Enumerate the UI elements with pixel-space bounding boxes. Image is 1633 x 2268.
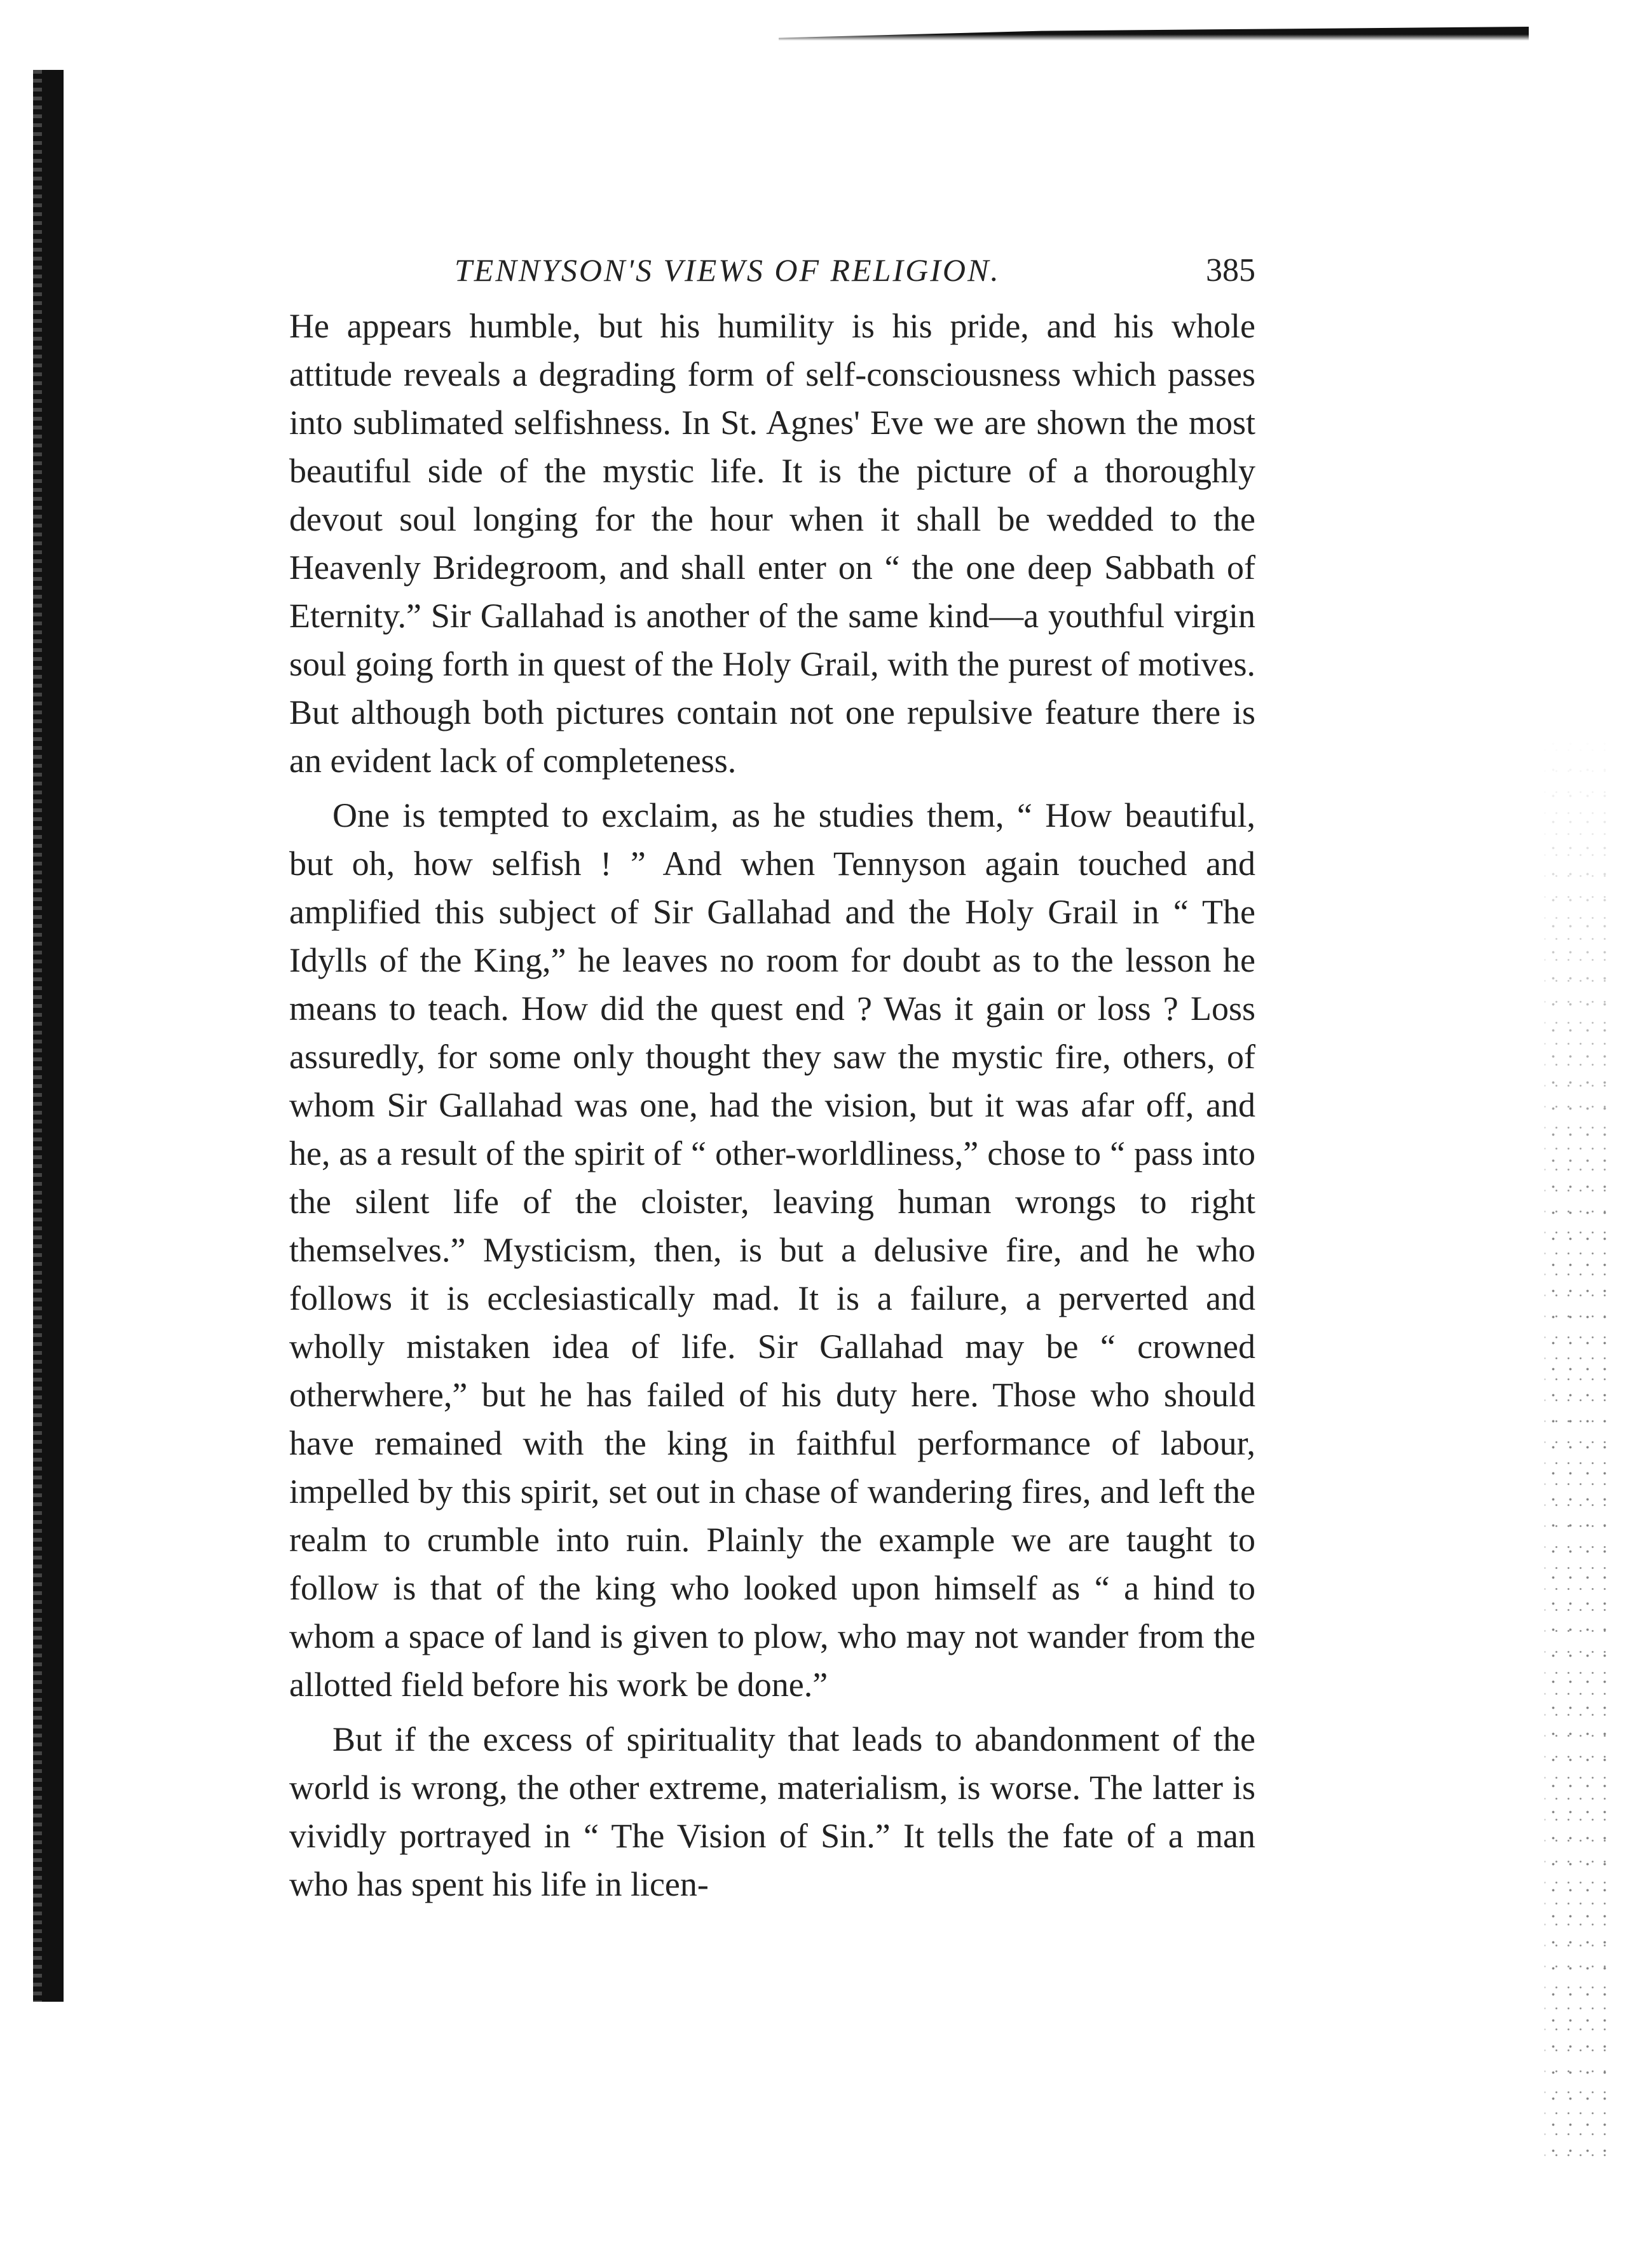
page-header [289, 252, 1255, 309]
scan-noise [1545, 731, 1615, 2161]
body-text [289, 302, 1255, 1908]
paragraph: He appears humble, but his humility is his pride, and his whole attitude reveals a degrading form of self-consciousness which passes into sublimated selfishness. In St. Agnes' Eve we are shown the most beautiful side of the mystic life. It is the picture of a thoroughly devout soul longing for the hour when it shall be wedded to the Heavenly Bridegroom, and shall enter on “ the one deep Sabbath of Eternity.” Sir Gallahad is another of the same kind—a youthful virgin soul going forth in quest of the Holy Grail, with the purest of motives. But although both pictures contain not one repulsive feature there is an evident lack of completeness. [289, 307, 1255, 780]
scan-edge-artifact [779, 27, 1529, 41]
paragraph: But if the excess of spirituality that leads to abandonment of the world is wrong, the other extreme, materialism, is worse. The latter is vividly portrayed in “ The Vision of Sin.” It tells the fate of a man who has spent his life in licen- [289, 1720, 1255, 1903]
page-number: 385 [1206, 252, 1255, 289]
paragraph: One is tempted to exclaim, as he studies them, “ How beautiful, but oh, how selfish ! ” And when Tennyson again touched and amplified this subject of Sir Gallahad and the Holy Grail in “ The Idylls of the King,” he leaves no room for doubt as to the lesson he means to teach. How did the quest end ? Was it gain or loss ? Loss assuredly, for some only thought they saw the mystic fire, others, of whom Sir Gallahad was one, had the vision, but it was afar off, and he, as a result of the spirit of “ other-worldliness,” chose to “ pass into the silent life of the cloister, leaving human wrongs to right themselves.” Mysticism, then, is but a delusive fire, and he who follows it is ecclesiastically mad. It is a failure, a perverted and wholly mistaken idea of life. Sir Gallahad may be “ crowned otherwhere,” but he has failed of his duty here. Those who should have remained with the king in faithful performance of labour, impelled by this spirit, set out in chase of wandering fires, and left the realm to crumble into ruin. Plainly the example we are taught to follow is that of the king who looked upon himself as “ a hind to whom a space of land is given to plow, who may not wander from the allotted field before his work be done.” [289, 796, 1255, 1704]
binding-shadow [33, 70, 64, 2002]
running-title: TENNYSON'S VIEWS OF RELIGION. [454, 252, 1001, 288]
